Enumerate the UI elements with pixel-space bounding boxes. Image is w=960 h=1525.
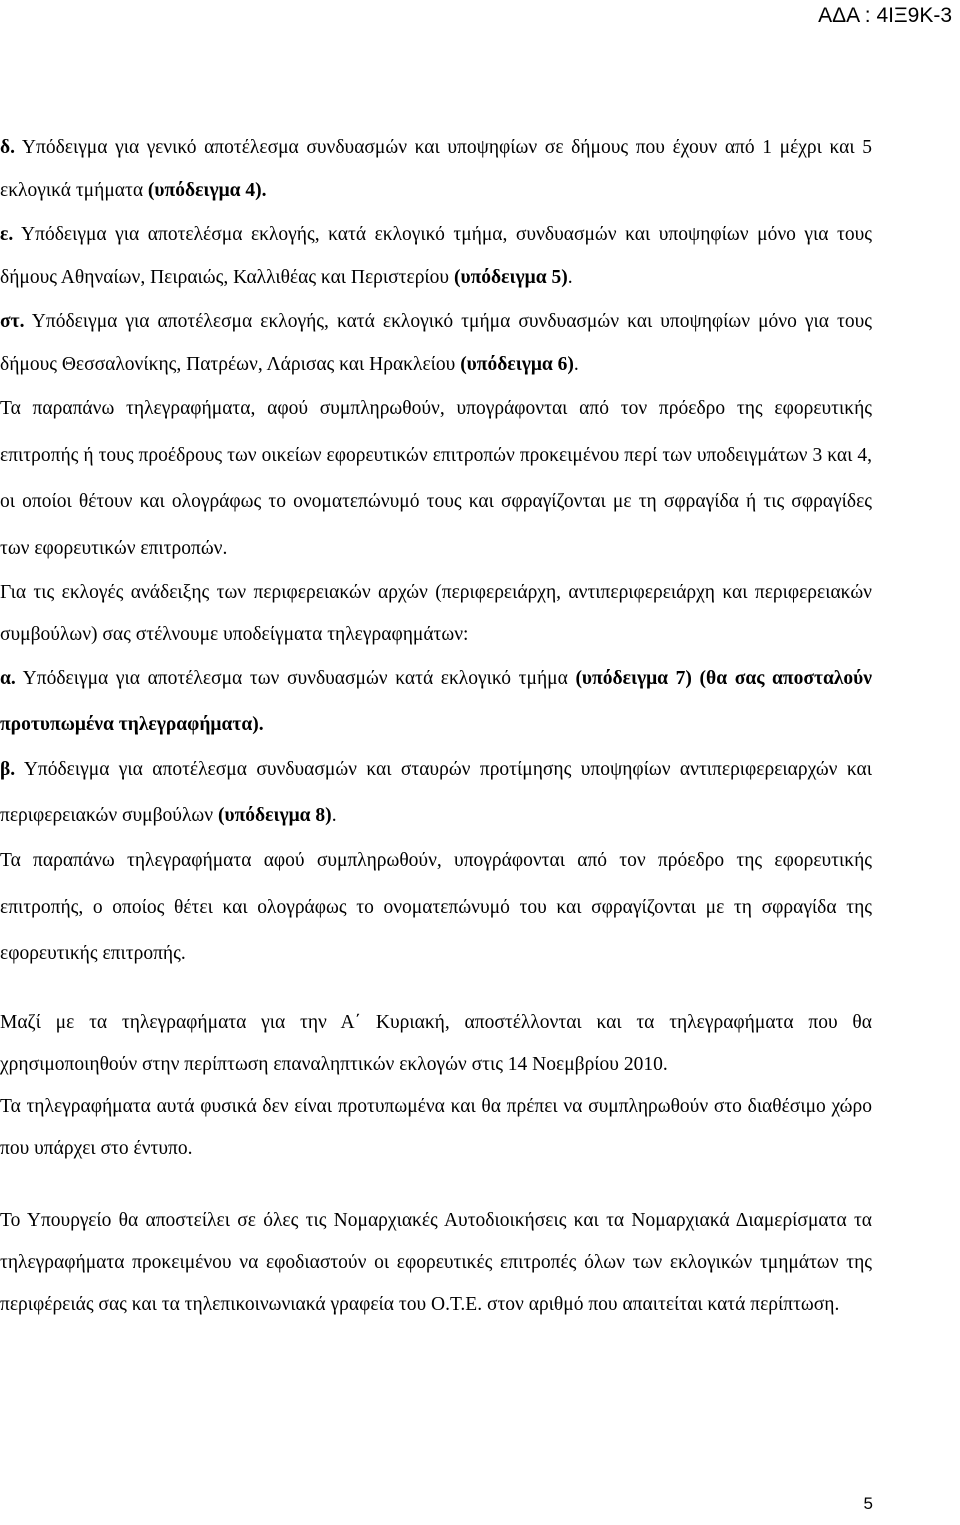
- item-tail: .: [331, 804, 337, 826]
- item-marker: α.: [0, 668, 16, 689]
- item-marker: β.: [0, 759, 16, 780]
- page-number: 5: [863, 1494, 873, 1513]
- item-reference: (υπόδειγμα 8): [217, 804, 332, 826]
- paragraph-repeat-elections: Μαζί με τα τηλεγραφήματα για την Α΄ Κυριακή, αποστέλλονται και τα τηλεγραφήματα που θα χρησιμοποιηθούν στην περίπτωση επαναληπτικών εκλογών στις 14 Νοεμβρίου 2010.: [0, 1011, 872, 1075]
- item-reference: (υπόδειγμα 5): [453, 267, 568, 288]
- paragraph-signing-2: Τα παραπάνω τηλεγραφήματα αφού συμπληρωθούν, υπογράφονται από τον πρόεδρο της εφορευτικής επιτροπής, ο οποίος θέτει και ολογράφως το ονοματεπώνυμό του και σφραγίζονται με τη σφραγίδα της εφορευτικής επιτροπής.: [0, 850, 872, 964]
- item-text: Υπόδειγμα για αποτέλεσμα συνδυασμών και σταυρών προτίμησης υποψηφίων αντιπεριφερειαρχών και περιφερειακών συμβούλων: [0, 759, 872, 826]
- paragraph-signing-1: Τα παραπάνω τηλεγραφήματα, αφού συμπληρωθούν, υπογράφονται από τον πρόεδρο της εφορευτικής επιτροπής ή τους προέδρους των οικείων εφορευτικών επιτροπών προκειμένου περί των υποδειγμάτων 3 και 4, οι οποίοι θέτουν και ολογράφως το ονοματεπώνυμό τους και σφραγίζονται με τη σφραγίδα ή τις σφραγίδες των εφορευτικών επιτροπών.: [0, 398, 872, 559]
- item-reference: (υπόδειγμα 7) (θα σας αποσταλούν προτυπωμένα τηλεγραφήματα).: [0, 668, 873, 735]
- paragraph-not-preprinted: Τα τηλεγραφήματα αυτά φυσικά δεν είναι προτυπωμένα και θα πρέπει να συμπληρωθούν στο διαθέσιμο χώρο που υπάρχει στο έντυπο.: [0, 1095, 872, 1159]
- item-tail: .: [567, 267, 573, 288]
- item-tail: .: [573, 354, 579, 375]
- list-item-st: [0, 299, 872, 386]
- item-text: Υπόδειγμα για αποτέλεσμα εκλογής, κατά εκλογικό τμήμα συνδυασμών και υποψηφίων μόνο για τους δήμους Θεσσαλονίκης, Πατρέων, Λάρισας και Ηρακλείου: [0, 311, 872, 375]
- list-item-epsilon: [0, 212, 872, 299]
- list-item-beta: [0, 747, 872, 838]
- item-text: Υπόδειγμα για γενικό αποτέλεσμα συνδυασμών και υποψηφίων σε δήμους που έχουν από 1 μέχρι και 5 εκλογικά τμήματα: [0, 137, 872, 201]
- item-marker: στ.: [0, 311, 25, 332]
- item-marker: δ.: [0, 137, 15, 158]
- item-reference: (υπόδειγμα 4).: [147, 180, 267, 201]
- paragraph-ministry: Το Υπουργείο θα αποστείλει σε όλες τις Νομαρχιακές Αυτοδιοικήσεις και τα Νομαρχιακά Διαμερίσματα τα τηλεγραφήματα προκειμένου να εφοδιαστούν οι εφορευτικές επιτροπές όλων των εκλογικών τμημάτων της περιφέρειάς σας και τα τηλεπικοινωνιακά γραφεία του Ο.Τ.Ε. στον αριθμό που απαιτείται κατά περίπτωση.: [0, 1209, 872, 1315]
- item-reference: (υπόδειγμα 6): [460, 354, 574, 375]
- document-body: [0, 126, 872, 1326]
- list-item-delta: [0, 126, 872, 212]
- item-marker: ε.: [0, 224, 14, 245]
- document-code: ΑΔΑ : 4ΙΞ9Κ-3: [818, 4, 952, 27]
- paragraph-regional: Για τις εκλογές ανάδειξης των περιφερειακών αρχών (περιφερειάρχη, αντιπεριφερειάρχη και περιφερειακών συμβούλων) σας στέλνουμε υποδείγματα τηλεγραφημάτων:: [0, 582, 872, 645]
- item-text: Υπόδειγμα για αποτέλεσμα των συνδυασμών κατά εκλογικό τμήμα: [15, 668, 576, 689]
- item-text: Υπόδειγμα για αποτελέσμα εκλογής, κατά εκλογικό τμήμα, συνδυασμών και υποψηφίων μόνο για τους δήμους Αθηναίων, Πειραιώς, Καλλιθέας και Περιστερίου: [0, 224, 872, 288]
- list-item-alpha: [0, 656, 872, 747]
